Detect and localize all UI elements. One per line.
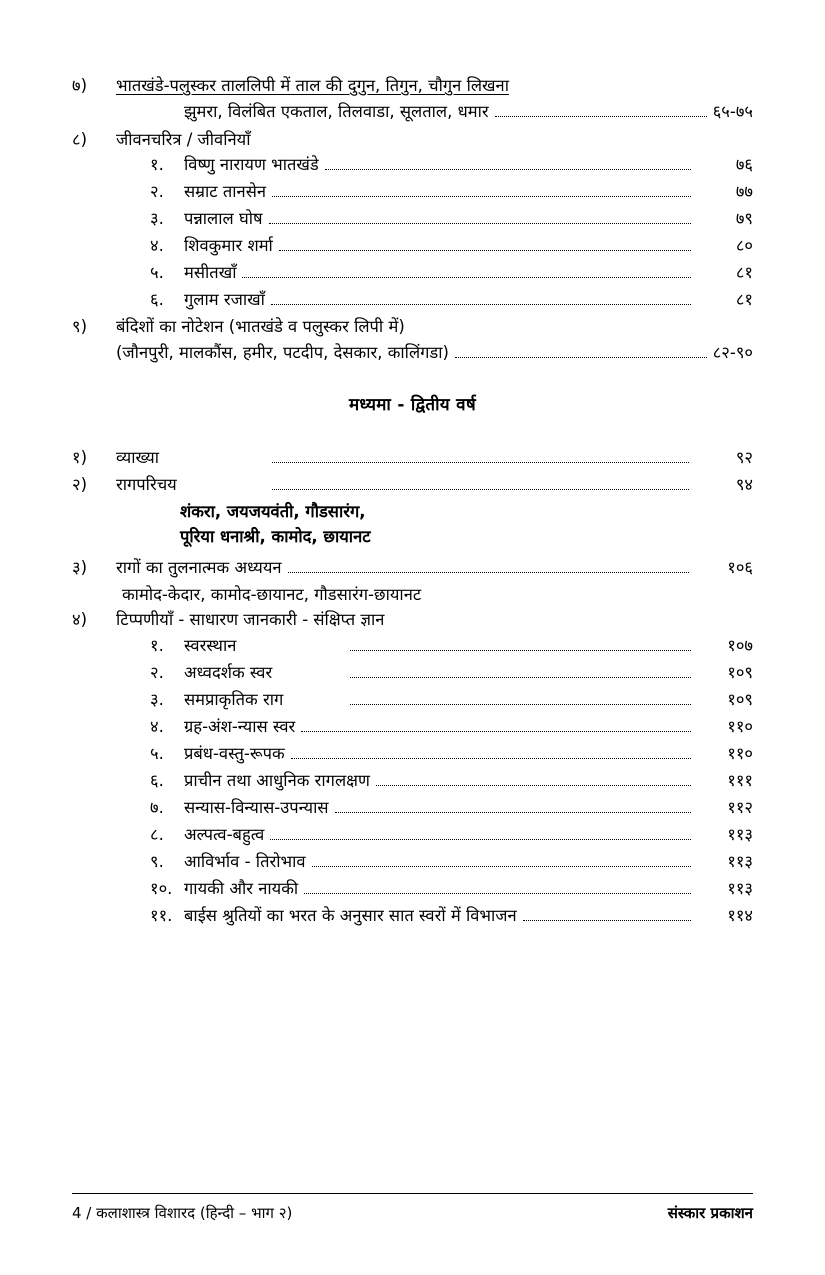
toc-page-number: ११० [727,743,753,763]
toc-entry-number: २) [72,474,88,494]
footer-publisher: संस्कार प्रकाशन [667,1204,753,1222]
table-of-contents [72,78,753,926]
toc-subentry-number: ६. [150,290,164,309]
toc-subentry-title: आविर्भाव - तिरोभाव [184,851,306,871]
toc-subentry-title: शिवकुमार शर्मा [184,236,273,255]
raga-list-line: पूरिया धनाश्री, कामोद, छायानट [180,527,371,546]
toc-subentry [150,211,753,229]
toc-page-number: ७६ [735,155,753,174]
toc-page-number: ८१ [735,290,753,309]
toc-page-number: ११२ [727,797,753,817]
leader-dots [242,277,691,278]
leader-dots [271,304,691,305]
toc-subentry-title: बाईस श्रुतियों का भरत के अनुसार सात स्वरों में विभाजन [184,905,517,925]
toc-entry-title: जीवनचरित्र / जीवनियाँ [116,129,251,149]
toc-subentry-number: ९. [150,851,164,871]
toc-entry [72,447,753,468]
toc-page-number: १०७ [727,635,753,655]
toc-entry-number: ३) [72,557,88,577]
toc-subentry-title: अध्वदर्शक स्वर [184,662,273,682]
toc-page-number: ११३ [727,851,753,871]
leader-dots [272,462,689,463]
toc-page-number: ११४ [727,905,753,925]
toc-page-number: १०६ [727,557,753,577]
toc-subentry [150,743,753,764]
leader-dots [350,677,691,678]
toc-page-number: ११० [727,716,753,736]
toc-subentry-number: ४. [150,236,164,255]
toc-entry-subline [184,101,753,122]
toc-subentry-title: प्राचीन तथा आधुनिक रागलक्षण [184,770,370,790]
leader-dots [279,250,691,251]
toc-entry-number: ८) [72,129,88,149]
toc-page-number: १०९ [727,689,753,709]
leader-dots [495,116,707,117]
toc-subentry-number: १. [150,155,164,174]
toc-entry-number: ४) [72,610,88,629]
toc-subentry-title: स्वरस्थान [184,635,237,655]
toc-subentry [150,851,753,872]
toc-subentry [150,824,753,845]
toc-page-number: ७९ [735,209,753,228]
toc-subentry-title: पन्नालाल घोष [184,209,263,228]
leader-dots [269,223,691,224]
leader-dots [272,196,691,197]
toc-entry-number: ९) [72,317,88,336]
toc-entry [72,612,753,629]
leader-dots [270,839,691,840]
toc-entry-number: ७) [72,76,88,95]
leader-dots [350,704,691,705]
toc-subentry-number: २. [150,182,164,201]
toc-subentry-number: ८. [150,824,164,844]
toc-subentry-number: ६. [150,770,164,790]
leader-dots [376,785,691,786]
toc-entry [72,129,753,149]
toc-subentry [150,292,753,310]
footer-book-title: 4 / कलाशास्त्र विशारद (हिन्दी – भाग २) [72,1204,293,1222]
leader-dots [272,489,689,490]
leader-dots [291,758,691,759]
toc-page-number: ८२-९० [712,342,753,362]
toc-page-number: ७७ [735,182,753,201]
leader-dots [335,812,691,813]
toc-subentry [150,878,753,899]
toc-subentry [150,797,753,818]
leader-dots [455,357,707,358]
toc-subentry-title: मसीतखाँ [184,263,237,282]
toc-subentry-title: ग्रह-अंश-न्यास स्वर [184,716,296,736]
section-heading: मध्यमा - द्वितीय वर्ष [348,394,477,415]
toc-page-number: ६५-७५ [712,101,753,121]
toc-entry-subline [116,342,753,363]
leader-dots [523,920,691,921]
toc-entry-title: बंदिशों का नोटेशन (भातखंडे व पलुस्कर लिपी में) [116,317,405,336]
toc-subentry-title: समप्राकृतिक राग [184,689,284,709]
toc-page-number: ९४ [735,474,753,494]
toc-page-number: १११ [727,770,753,790]
toc-subentry [150,689,753,710]
toc-subentry-title: विष्णु नारायण भातखंडे [184,155,319,174]
toc-subentry-number: १०. [150,878,173,898]
toc-subentry [150,265,753,283]
toc-subentry-number: ३. [150,689,164,709]
page-footer [72,1193,753,1223]
toc-entry-title: भातखंडे-पलुस्कर ताललिपी में ताल की दुगुन, तिगुन, चौगुन लिखना [116,76,509,95]
toc-entry-title: रागपरिचय [116,474,177,494]
toc-entry-subtitle: (जौनपुरी, मालकौंस, हमीर, पटदीप, देसकार, कालिंगडा) [116,342,449,362]
toc-subentry [150,238,753,256]
toc-entry-title: व्याख्या [116,447,159,467]
footer-divider [72,1193,753,1194]
toc-subentry-title: सम्राट तानसेन [184,182,267,201]
leader-dots [288,572,689,573]
toc-subentry-number: ७. [150,797,164,817]
toc-subentry-number: १. [150,635,164,655]
toc-subentry-number: ३. [150,209,164,228]
leader-dots [304,893,691,894]
toc-subentry [150,770,753,791]
toc-entry [72,557,753,578]
toc-subentry-number: ५. [150,263,164,282]
toc-entry [72,319,753,336]
toc-subentry-number: ४. [150,716,164,736]
toc-subentry [150,635,753,656]
toc-subentry [150,184,753,202]
toc-subentry-number: ५. [150,743,164,763]
toc-entry-title: टिप्पणीयाँ - साधारण जानकारी - संक्षिप्त ज्ञान [116,610,385,629]
toc-subentry [150,157,753,175]
leader-dots [325,169,691,170]
toc-page-number: ९२ [735,447,753,467]
leader-dots [301,731,691,732]
toc-subentry-title: गायकी और नायकी [184,878,299,898]
toc-entry [72,78,753,95]
toc-subentry-number: ११. [150,905,173,925]
toc-entry [72,474,753,495]
toc-entry-subtitle: झुमरा, विलंबित एकताल, तिलवाडा, सूलताल, धमार [184,101,489,121]
toc-subentry [150,716,753,737]
toc-page-number: ११३ [727,878,753,898]
toc-entry-subtitle: कामोद-केदार, कामोद-छायानट, गौडसारंग-छायानट [122,584,422,604]
toc-page-number: ११३ [727,824,753,844]
toc-subentry [150,905,753,926]
toc-entry-number: १) [72,447,88,467]
leader-dots [350,650,691,651]
toc-subentry-title: अल्पत्व-बहुत्व [184,824,265,844]
toc-page-number: १०९ [727,662,753,682]
toc-subentry-title: प्रबंध-वस्तु-रूपक [184,743,285,763]
toc-subentry-title: सन्यास-विन्यास-उपन्यास [184,797,329,817]
toc-page-number: ८० [735,236,753,255]
toc-subentry-title: गुलाम रजाखाँ [184,290,265,309]
toc-page-number: ८१ [735,263,753,282]
toc-subentry-number: २. [150,662,164,682]
toc-entry-title: रागों का तुलनात्मक अध्ययन [116,557,282,577]
toc-subentry [150,662,753,683]
leader-dots [312,866,691,867]
raga-list-line: शंकरा, जयजयवंती, गौडसारंग, [180,501,366,521]
